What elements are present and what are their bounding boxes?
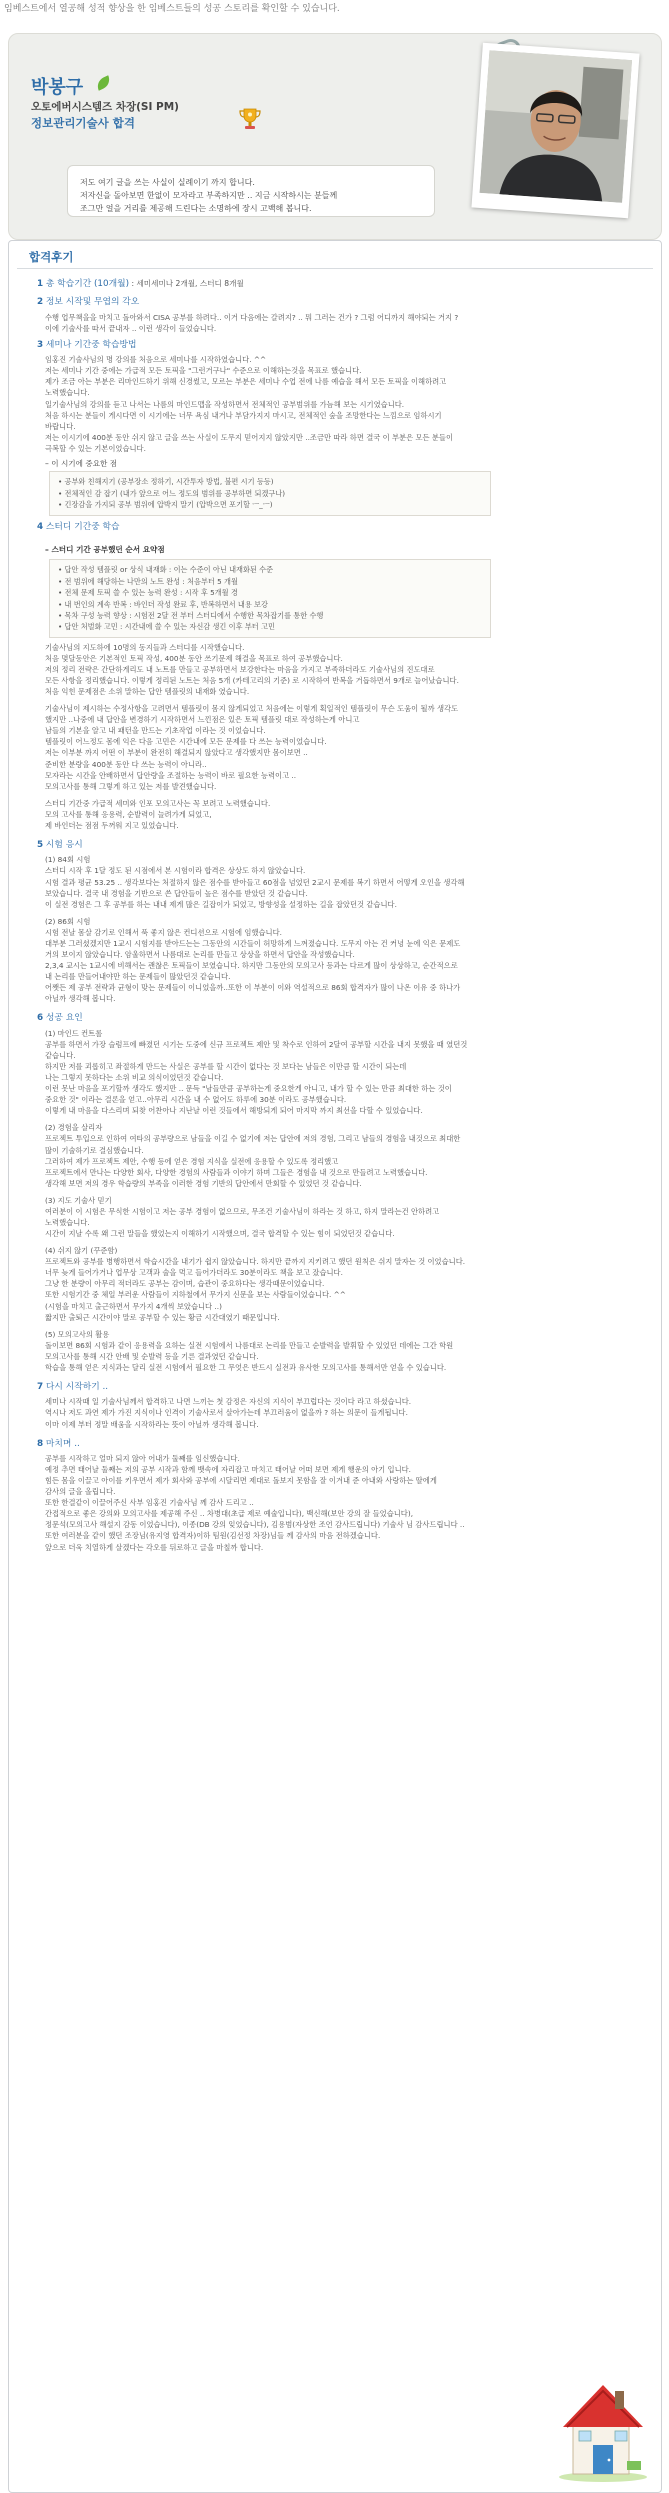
paragraph-line: (1) 마인드 컨트롤 <box>45 1028 103 1038</box>
section-heading <box>37 278 649 291</box>
paragraph-line: 준비한 분량을 400분 동안 다 쓰는 능력이 아니라.. <box>45 759 207 769</box>
profile-card <box>8 33 662 240</box>
spacer <box>37 1239 649 1243</box>
paragraph-line: (2) 86회 시험 <box>45 916 91 926</box>
paragraph-line: 보았습니다. 결국 내 경험을 기반으로 쓴 답안들이 높은 점수를 받았던 것 같습니다. <box>45 888 308 898</box>
review-panel <box>8 240 662 2493</box>
section-heading <box>37 296 649 309</box>
paragraph-line: 제 바인더는 점점 두꺼워 지고 있었습니다. <box>45 820 179 830</box>
paragraph <box>45 916 649 1005</box>
section-title: 총 학습기간 (10개월) <box>45 279 130 289</box>
paragraph <box>45 798 649 831</box>
section-heading <box>37 839 649 852</box>
section-heading <box>37 1012 649 1025</box>
paragraph-line: 템플릿이 어느정도 몸에 익은 다음 고민은 시간내에 모든 문제를 다 쓰는 능력이었습니다. <box>45 737 327 747</box>
paragraph-line: 모의 고사를 통해 응용력, 순발력이 늘려가게 되었고, <box>45 809 212 819</box>
paragraph-line: 남들의 기본을 알고 내 패턴을 만드는 기초작업 이라는 것 이었습니다. <box>45 726 266 736</box>
review-content <box>37 273 649 1553</box>
paragraph-line: 간접적으로 좋은 강의와 모의고사를 제공해 주신 .. 차병대(초급 제로 예술입니다), 백신해(보안 강의 잘 들었습니다), <box>45 1509 414 1519</box>
paragraph-line: 시험 결과 평균 53.25 .. 생각보다는 처절하지 않은 점수를 받아들고 60점을 넘었던 2교시 문제를 복기 하면서 어떻게 오인을 생각해 <box>45 877 465 887</box>
subheading: – 스터디 기간 공부했던 순서 요약점 <box>45 544 165 554</box>
paragraph-line: 많이 기술하기로 결심했습니다. <box>45 1145 144 1155</box>
quote-line: 저도 여기 글을 쓰는 사실이 실례이기 까지 합니다. <box>80 178 255 187</box>
paragraph-line: 또한 시험기간 중 체일 부러운 사람들이 지하철에서 무가지 신문을 보는 사람들이었습니다. ^^ <box>45 1290 346 1300</box>
paragraph-line: 아닐까 생각해 봅니다. <box>45 994 116 1004</box>
paragraph-line: 감사의 글을 올립니다. <box>45 1487 116 1497</box>
divider <box>17 268 653 269</box>
paragraph <box>45 1329 649 1373</box>
paragraph-line: 2,3,4 교시는 1교시에 비해서는 괜찮은 토픽들이 보였습니다. 하지만 그동안의 모의고사 등과는 다르게 많이 상상하고, 순간적으로 <box>45 961 458 971</box>
quote-line: 저자신을 돌아보면 한없이 모자라고 부족하지만 .. 지금 시작하시는 분들께 <box>80 191 338 201</box>
paragraph-line: 처음 익힌 문제점은 소위 말하는 답안 템플릿의 내재화 였습니다. <box>45 687 250 697</box>
section-number: 5 <box>37 839 44 850</box>
paragraph-line: 했지만 ..나중에 내 답안을 변경하기 시작하면서 느낀점은 있은 토픽 템플릿 대로 작성하는게 아니고 <box>45 715 360 725</box>
spacer <box>37 792 649 796</box>
section-heading <box>37 1381 649 1394</box>
paragraph-line: 대부분 그러셨겠지만 1교시 시험지를 받아드는는 그동안의 시간들이 허망하게 느껴졌습니다. 도무지 아는 건 커녕 눈에 익은 문제도 <box>45 938 461 948</box>
quote-box <box>67 165 435 217</box>
paragraph <box>45 1122 649 1188</box>
paragraph-line: 스터디 시작 후 1달 정도 된 시점에서 본 시험이라 합격은 상상도 하지 않았습니다. <box>45 866 306 876</box>
paragraph-line: 그러하여 제가 프로젝트 제안, 수행 등에 얻은 경험 지식을 실전에 응용할 수 있도록 정리했고 <box>45 1156 339 1166</box>
paragraph-line: (2) 경험을 살리자 <box>45 1123 103 1133</box>
spacer <box>37 910 649 914</box>
paragraph <box>45 1245 649 1323</box>
paragraph-line: 그냥 한 분량이 아무리 적더라도 공부는 감이며, 습관이 중요하다는 생각때문이었습니다. <box>45 1279 325 1289</box>
paragraph <box>45 1195 649 1239</box>
summary-item: • 목차 구성 능력 향상 : 시험전 2달 전 부터 스터디에서 수행한 목차잡기를 통한 수행 <box>58 610 324 620</box>
section-heading <box>37 1438 649 1451</box>
exam-result: 정보관리기술사 합격 <box>31 116 135 130</box>
paragraph-line: 또한 여러분을 같이 했던 조장님(유지영 합격자)이하 팀원(김선정 차장)님들 께 감사의 마음 전하겠습니다. <box>45 1531 381 1541</box>
summary-item: • 답안 처벌화 고민 : 시간내에 쓸 수 있는 자신감 생긴 이후 부터 고민 <box>58 622 275 632</box>
paragraph <box>45 703 649 792</box>
summary-item: • 공부와 친해지기 (공부장소 정하기, 시간투자 방법, 불편 시기 등등) <box>58 477 274 487</box>
paragraph-line: 저는 이시기에 400분 동안 쉬지 않고 글을 쓰는 사실이 도무지 믿어지지 않았지만 ..조금만 따라 하면 결국 이 부분은 모든 분들이 <box>45 432 454 442</box>
paragraph-line: 일기술사님의 강의를 듣고 나서는 나름의 마인드맵을 작성하면서 전체적인 공부범위를 가늠해 보는 시기였습니다. <box>45 399 405 409</box>
paragraph-line: 나는 그렇지 못하다는 소위 비교 의식이었던것 같습니다. <box>45 1073 224 1083</box>
subheading: – 이 시기에 중요한 점 <box>45 458 118 468</box>
author-portrait <box>479 50 632 203</box>
paragraph-line: (3) 지도 기술사 믿기 <box>45 1195 112 1205</box>
paragraph-line: 기술사님이 제시하는 수정사항을 고려면서 템플릿이 몸지 않게되었고 처음에는 이렇게 획일적인 템플릿이 무슨 도움이 될까 생각도 <box>45 704 459 714</box>
paragraph-line: (4) 쉬지 않기 (꾸준함) <box>45 1246 118 1256</box>
paragraph <box>45 312 649 334</box>
section-number: 4 <box>37 521 44 532</box>
paragraph-line: 이런 못난 마음을 포기할까 생각도 했지만 .. 문득 "남들만큼 공부하는게 중요한게 아니고, 내가 할 수 있는 만큼 최대한 하는 것이 <box>45 1084 452 1094</box>
section-title: 다시 시작하기 .. <box>45 1381 109 1392</box>
paragraph-line: 바랍니다. <box>45 421 76 431</box>
paragraph-line: 모든 사항을 정리했습니다. 이렇게 정리된 노트는 처음 5개 (카테고리의 기준) 로 시작하여 반복을 거듭하면서 9개로 늘어났습니다. <box>45 675 459 685</box>
paragraph-line: 노력했습니다. <box>45 1217 90 1227</box>
paragraph <box>45 854 649 909</box>
paragraph-line: 저는 세미나 기간 중에는 가급적 모든 토픽을 "그런거구나" 수준으로 이해하는것을 목표로 했습니다. <box>45 366 362 376</box>
paragraph <box>45 354 649 454</box>
paragraph-line: 기술사님의 지도하에 10명의 동지들과 스터디를 시작했습니다. <box>45 642 245 652</box>
paragraph-line: 하지만 저를 괴롭히고 좌절하게 만드는 사실은 공부를 할 시간이 없다는 것 보다는 남들은 이만큼 할 시간이 되는데 <box>45 1061 407 1071</box>
paragraph-line: 이에 기술사를 따서 끝내자 .. 이런 생각이 들었습니다. <box>45 323 217 333</box>
paragraph-line: 모의고사를 통해 시간 안배 및 순발력 등을 기른 결과였던 같습니다. <box>45 1351 259 1361</box>
paragraph <box>45 1028 649 1117</box>
section-title: 스터디 기간중 학습 <box>45 521 120 532</box>
leaf-icon <box>95 75 113 90</box>
paragraph-line: 임홍진 기술사님의 명 강의를 처음으로 세미나를 시작하였습니다. ^^ <box>45 355 267 365</box>
paragraph-line: 거의 보이지 않았습니다. 암울하면서 나름대로 논리를 만들고 상상을 하면서 답안을 작성했습니다. <box>45 949 355 959</box>
summary-item: • 답안 작성 템플릿 or 상식 내재화 : 이는 수준이 아닌 내재화된 수준 <box>58 565 274 575</box>
author-name: 박봉구 <box>31 77 84 98</box>
section-number: 2 <box>37 297 44 308</box>
paragraph-line: 프로젝트와 공부를 병행하면서 학습시간을 내기가 쉽지 않았습니다. 하지만 끝까지 지키려고 했던 원칙은 쉬지 말자는 것 이었습니다. <box>45 1257 466 1267</box>
paragraph-line: 역시나 저도 과연 제가 가진 지식이나 인격이 기술사로서 살아가는데 부끄러움이 없을까 ? 하는 의문이 들게됩니다. <box>45 1408 408 1418</box>
paragraph-line: 시험 전날 몸살 감기로 인해서 푹 좋지 않은 컨디션으로 시험에 임했습니다. <box>45 927 282 937</box>
paragraph <box>45 1453 649 1553</box>
paragraph-line: 예정 추면 태어날 둘째는 저의 공부 시작과 함께 뱃속에 자리잡고 마치고 태어날 어떠 보면 제게 행운의 아기 입니다. <box>45 1465 411 1475</box>
section-title: 세미나 기간중 학습방법 <box>45 339 137 350</box>
summary-box <box>49 471 491 515</box>
paragraph-line: 너무 늦게 들어가거나 업무상 고객과 술을 먹고 들어가더라도 30분이라도 책을 보고 잤습니다. <box>45 1268 343 1278</box>
paragraph-line: 생각해 보면 저의 경우 학습량의 부족을 이러한 경험 기반의 답안에서 만회할 수 있었던 것 같습니다. <box>45 1178 362 1188</box>
section-title: 성공 요인 <box>45 1013 83 1024</box>
summary-item: • 전체 문제 토픽 쓸 수 있는 능력 완성 : 시작 후 5개월 경 <box>58 588 238 598</box>
paragraph-line: 또한 한결같이 이끌어주신 사부 임홍진 기술사님 께 감사 드리고 .. <box>45 1498 254 1508</box>
summary-item: • 긴장감을 가지되 공부 범위에 압박지 말기 (압박으면 포기할 ㅡ_ㅡ) <box>58 500 273 510</box>
paragraph-line: 프로젝트 투입으로 인하여 여타의 공부량으로 남들을 이길 수 없기에 저는 답안에 저의 경험, 그리고 남들의 경험을 내것으로 최대한 <box>45 1134 461 1144</box>
section-number: 7 <box>37 1381 44 1392</box>
paragraph-line: 프로젝트에서 만나는 다양한 회사, 다양한 경험의 사람들과 이야기 하며 그들은 경험을 내 것으로 만들려고 노력했습니다. <box>45 1167 428 1177</box>
paragraph-line: 처음 몇달동안은 기본적인 토픽 작성, 400분 동안 쓰기문제 해결을 목표로 하여 공부했습니다. <box>45 653 343 663</box>
paragraph-line: 공부를 하면서 가장 슬럼프에 빠졌던 시기는 도중에 신규 프로젝트 제안 및 착수로 인하여 2달여 공부할 시간을 내지 못했을 때 였던것 <box>45 1039 468 1049</box>
paragraph-line: 이렇게 내 마음을 다스리며 되찾 어찬아나 지난날 이런 것들에서 해방되게 되어 마지막 까지 최선을 다할 수 있었습니다. <box>45 1106 423 1116</box>
paragraph-line: 저의 정리 전략은 간단하게리도 내 노트를 만들고 공부하면서 보강한다는 마음을 가지고 부족하더라도 기술사님의 진도대로 <box>45 664 435 674</box>
section-number: 6 <box>37 1013 44 1024</box>
paragraph-line: 여러분이 이 시험은 무식한 시험이고 저는 공부 경험이 없으므로, 무조건 기술사님이 하라는 것 하고, 하지 말라는건 안하려고 <box>45 1206 440 1216</box>
paragraph-line: 모의고사를 통해 그렇게 하고 있는 저를 발견했습니다. <box>45 781 217 791</box>
paragraph-line: 공부를 시작하고 얼마 되지 않아 어내가 둘째를 임신했습니다. <box>45 1453 240 1463</box>
paragraph-line: 학습을 통해 얻은 지식과는 달리 실전 시험에서 필요한 그 무엇은 반드시 실전과 유사한 모의고사를 통해서만 얻을 수 있습니다. <box>45 1362 447 1372</box>
house-illustration <box>557 2367 649 2483</box>
trophy-icon <box>237 106 263 132</box>
paragraph-line: 이마 이제 부터 정말 배움을 시작하라는 뜻이 아닐까 생각해 봅니다. <box>45 1419 259 1429</box>
paragraph-line: 힘든 몸을 이끌고 아이를 키우면서 제가 회사와 공부에 시달리면 제대로 돌보지 못함을 잘 이겨내 준 아내와 사랑하는 딸에게 <box>45 1476 437 1486</box>
paragraph-line: 시간이 지날 수록 왜 그런 말들을 했었는지 이해하기 시작했으며, 결국 합격할 수 있는 힘이 되었던것 같습니다. <box>45 1229 395 1239</box>
paragraph-line: 세미나 시작때 일 기술사님께서 합격하고 나면 느끼는 첫 감정은 자신의 지식이 부끄럽다는 것이다 라고 하셨습니다. <box>45 1397 412 1407</box>
summary-item: • 내 번인의 계속 반복 : 바인더 작성 완료 후, 반복하면서 내용 보강 <box>58 599 268 609</box>
paragraph-line: 앞으로 더욱 치열하게 살겠다는 각오를 뒤로하고 글을 마칠까 합니다. <box>45 1542 264 1552</box>
paragraph <box>45 1396 649 1429</box>
section-heading <box>37 521 649 534</box>
spacer <box>37 1116 649 1120</box>
paragraph-line: 저는 이부분 까지 어떤 이 부분이 완전히 해결되지 않았다고 생각했지만 몸이보면 .. <box>45 748 308 758</box>
section-title: 마치며 .. <box>45 1438 80 1449</box>
spacer <box>37 1323 649 1327</box>
paragraph-line: 모자라는 시간을 안배하면서 답안량을 조절하는 능력이 바로 필요한 능력이고 .. <box>45 770 297 780</box>
paragraph-line: 정문석(모의고사 해설지 감동 이었습니다), 이종(DB 강의 잊었습니다), 김용범(자상한 조언 감사드립니다) 기술사 님 감사드립니다 .. <box>45 1520 465 1530</box>
paragraph-line: 같습니다. <box>45 1050 76 1060</box>
paragraph-line: 중요한 것" 이라는 결론을 얻고..아무리 시간을 내 수 없어도 하루에 30분 이라도 공부했습니다. <box>45 1095 347 1105</box>
paragraph-line: 제가 조금 아는 부분은 리마인드하기 위해 신경썼고, 모르는 부분은 세미나 수업 전에 나름 예습을 해서 모든 토픽을 이해하려고 <box>45 377 447 387</box>
section-heading <box>37 339 649 352</box>
spacer <box>37 697 649 701</box>
review-title: 합격후기 <box>29 250 74 264</box>
summary-item: • 전체적인 감 잡기 (내가 앞으로 어느 정도의 범위를 공부하면 되겠구나) <box>58 488 286 498</box>
section-number: 3 <box>37 339 44 350</box>
paragraph-line: 스터디 기간중 가급적 세미와 인포 모의고사는 꼭 보려고 노력했습니다. <box>45 798 271 808</box>
paragraph-line: 극복할 수 있는 기본이었습니다. <box>45 443 146 453</box>
paragraph-line: 짧지만 출퇴근 시간이야 말로 공부할 수 있는 황금 시간대였기 때문입니다. <box>45 1312 280 1322</box>
summary-box <box>49 559 491 637</box>
author-position: 오토에버시스템즈 차장(SI PM) <box>31 101 179 113</box>
paragraph-line: 노력했습니다. <box>45 388 90 398</box>
paragraph-line: (1) 84회 시험 <box>45 855 91 865</box>
paragraph-line: 수행 업무책을을 마치고 돌아와서 CISA 공부를 하려다.. 이거 다음에는 갈려지? .. 뭐 그러는 건가 ? 그럼 어디까지 해야되는 거지 ? <box>45 312 459 322</box>
summary-item: • 전 범위에 해당하는 나만의 노트 완성 : 처음부터 5 개월 <box>58 576 238 586</box>
paragraph <box>45 642 649 697</box>
paragraph-line: (시험을 마치고 출근하면서 무가지 4개씩 보았습니다 ..) <box>45 1301 222 1311</box>
author-photo <box>471 43 639 219</box>
paragraph-line: 돌이보면 86회 시험과 같이 응용력을 요하는 실전 시험에서 나름대로 논리를 만들고 순발력을 발휘할 수 있었던 데에는 그간 학원 <box>45 1340 454 1350</box>
section-title: 정보 시작및 무엽의 각오 <box>45 297 140 308</box>
paragraph-line: 이 실전 경험은 그 후 공부를 하는 내내 제게 많은 길잡이가 되었고, 방향성을 설정하는 길을 잡았던것 같습니다. <box>45 899 397 909</box>
paragraph-line: 내 논리를 만들어내야만 하는 문제들이 많았던것 같습니다. <box>45 972 231 982</box>
section-title: 시험 응시 <box>45 839 83 850</box>
section-detail: : 세미세미나 2개월, 스터디 8개월 <box>129 279 244 288</box>
quote-line: 조그만 얼을 거리를 제공해 드린다는 소명하에 장시 고백해 봅니다. <box>80 204 312 214</box>
section-number: 1 <box>37 279 44 289</box>
spacer <box>37 1189 649 1193</box>
section-number: 8 <box>37 1438 44 1449</box>
paragraph-line: 처음 하시는 분들이 게시다면 이 시기에는 너무 욕심 내거나 부담가지지 마시고, 전체적인 숲을 조망한다는 느낌으로 임하시기 <box>45 410 442 420</box>
paragraph-line: (5) 모의고사의 활용 <box>45 1329 110 1339</box>
paragraph-line: 어쨋든 제 공부 전략과 균형이 맞는 문제들이 이니었을까..또한 이 부분이 이와 역설적으로 86회 합격자가 많이 나온 이유 중 하나가 <box>45 983 461 993</box>
intro-text: 임베스트에서 열공해 성적 향상을 한 임베스트들의 성공 스토리를 확인할 수 있습니다. <box>4 4 340 14</box>
